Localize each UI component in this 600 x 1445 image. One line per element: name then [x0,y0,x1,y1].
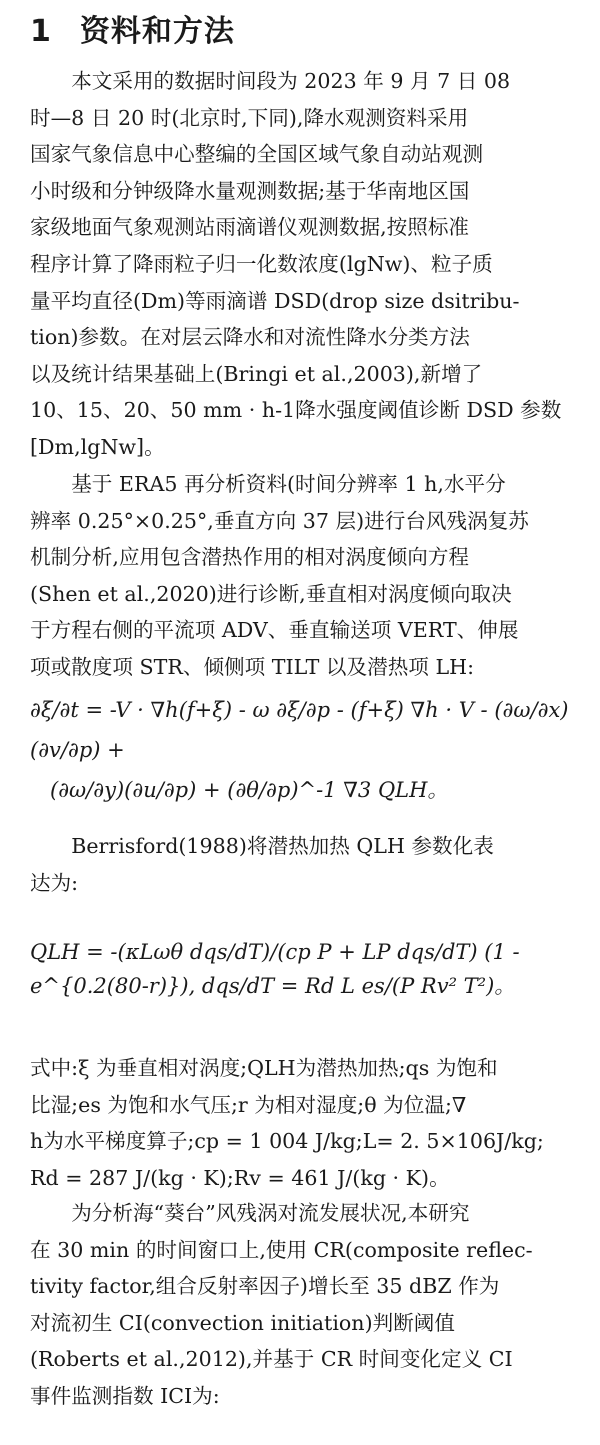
text-line: 时—8 日 20 时(北京时,下同),降水观测资料采用 [30,105,469,130]
text-line: 以及统计结果基础上(Bringi et al.,2003),新增了 [30,361,483,386]
section-heading [30,6,235,50]
text-line: 事件监测指数 ICI为: [30,1383,220,1408]
text-line: 程序计算了降雨粒子归一化数浓度(lgNw)、粒子质 [30,251,493,276]
text-line: tion)参数。在对层云降水和对流性降水分类方法 [30,325,470,350]
text-line: 小时级和分钟级降水量观测数据;基于华南地区国 [30,178,470,203]
text-line: (Shen et al.,2020)进行诊断,垂直相对涡度倾向取决 [30,581,512,606]
text-line: 国家气象信息中心整编的全国区域气象自动站观测 [30,142,484,167]
text-line: 10、15、20、50 mm · h-1降水强度阈值诊断 DSD 参数 [30,398,562,423]
paragraph-berrisford [30,828,570,901]
text-line: [Dm,lgNw]。 [30,434,165,459]
section-number: 1 [30,14,52,49]
text-line: 为分析海“葵台”风残涡对流发展状况,本研究 [71,1201,470,1225]
text-line: 式中:ξ 为垂直相对涡度;QLH为潜热加热;qs 为饱和 [30,1056,498,1080]
text-line: 对流初生 CI(convection initiation)判断阈值 [30,1310,455,1335]
vorticity-equation [30,690,570,810]
paragraph-symbol-definitions [30,1050,570,1196]
equation-line-1: ∂ξ/∂t = -V · ∇h(f+ξ) - ω ∂ξ/∂p - (f+ξ) ∇h · V - (∂ω/∂x)(∂v/∂p) + [30,698,569,762]
text-line: 本文采用的数据时间段为 2023 年 9 月 7 日 08 [71,69,511,93]
text-line: Berrisford(1988)将潜热加热 QLH 参数化表 [71,834,494,858]
equation-line-2: (∂ω/∂y)(∂u/∂p) + (∂θ/∂p)^-1 ∇3 QLH。 [50,778,449,802]
text-line: 达为: [30,870,79,895]
text-line: 在 30 min 的时间窗口上,使用 CR(composite reflec- [30,1237,533,1262]
text-line: 机制分析,应用包含潜热作用的相对涡度倾向方程 [30,545,470,570]
text-line: (Roberts et al.,2012),并基于 CR 时间变化定义 CI [30,1347,513,1372]
section-title: 资料和方法 [79,14,235,49]
text-line: 于方程右侧的平流项 ADV、垂直输送项 VERT、伸展 [30,618,519,643]
paragraph-convection-initiation [30,1195,570,1415]
text-line: 辨率 0.25°×0.25°,垂直方向 37 层)进行台风残涡复苏 [30,508,529,533]
text-line: 项或散度项 STR、倾侧项 TILT 以及潜热项 LH: [30,654,475,679]
paragraph-era5-method [30,466,570,686]
latent-heat-equation [30,935,570,1003]
text-line: Rd = 287 J/(kg · K);Rv = 461 J/(kg · K)。 [30,1165,450,1190]
text-line: h为水平梯度算子;cp = 1 004 J/kg;L= 2. 5×106J/kg; [30,1129,544,1154]
paragraph-data-sources [30,63,570,466]
text-line: 比湿;es 为饱和水气压;r 为相对湿度;θ 为位温;∇ [30,1092,467,1117]
text-line: 家级地面气象观测站雨滴谱仪观测数据,按照标准 [30,215,470,240]
text-line: 量平均直径(Dm)等雨滴谱 DSD(drop size dsitribu- [30,288,520,313]
text-line: tivity factor,组合反射率因子)增长至 35 dBZ 作为 [30,1274,500,1299]
equation-latent-heat: QLH = -(κLωθ dqs/dT)/(cp P + LP dqs/dT) (1 - e^{0.2(80-r)}), dqs/dT = Rd L es/(P Rv² T²)。 [30,940,520,998]
text-line: 基于 ERA5 再分析资料(时间分辨率 1 h,水平分 [71,472,506,496]
